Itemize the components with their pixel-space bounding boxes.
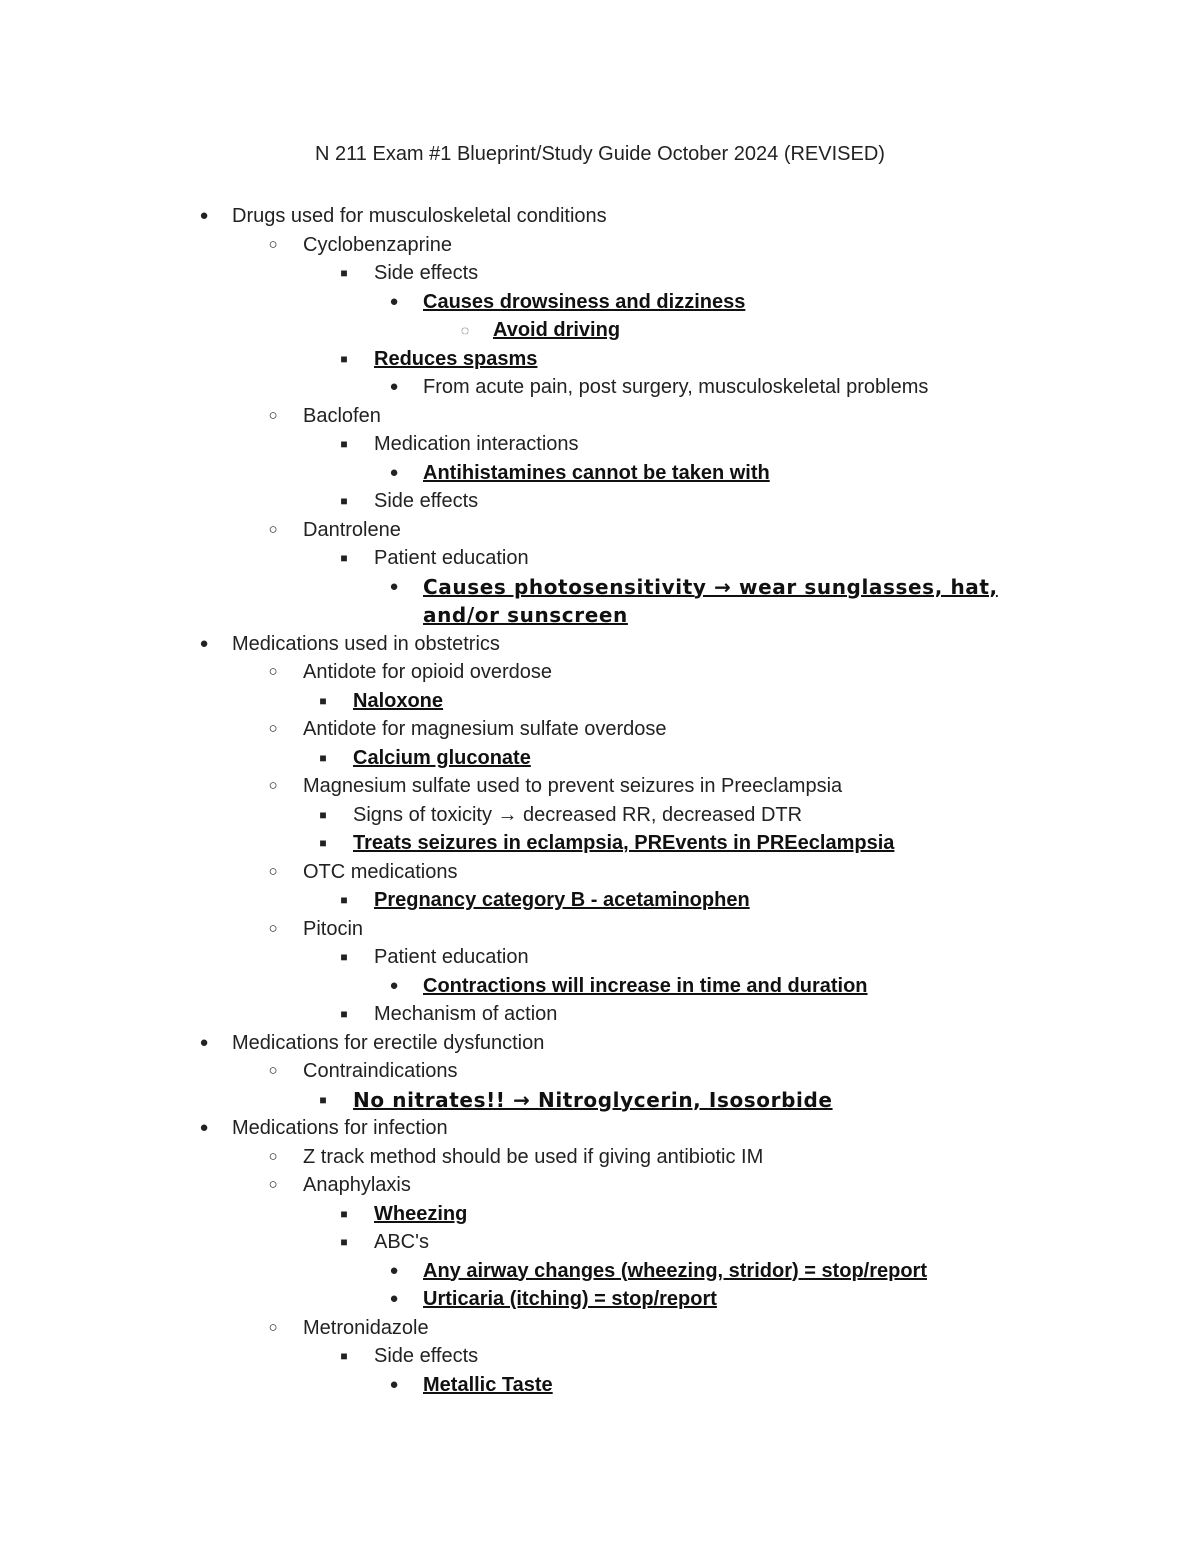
list-item-text: Signs of toxicity → decreased RR, decreased DTR [353,803,803,826]
list-item-text: Dantrolene [303,518,401,541]
list-item [0,516,1200,545]
bullet-circle-icon: ○ [268,1147,278,1165]
list-item-text: Cyclobenzaprine [303,233,452,256]
list-item-text: Causes drowsiness and dizziness [423,290,746,313]
list-item-text: Pregnancy category B - acetaminophen [374,889,750,911]
list-item [0,943,1200,972]
list-item-text: Calcium gluconate [353,746,531,769]
list-item [0,402,1200,431]
bullet-circle-icon: ○ [268,720,278,737]
list-item [0,630,1200,659]
list-item [0,1257,1200,1286]
bullet-square-icon: ■ [319,836,327,850]
list-item-text: Pitocin [303,917,364,940]
list-item-text: Metallic Taste [423,1373,553,1396]
list-item [0,1029,1200,1058]
bullet-disc-icon: ● [389,1261,399,1279]
list-item [0,772,1200,801]
list-item-text: Antidote for opioid overdose [303,661,553,683]
bullet-circle-icon: ○ [268,406,278,424]
list-item-text: From acute pain, post surgery, musculoskeletal problems [423,376,929,398]
list-item [0,1171,1200,1200]
list-item-text: Patient education [374,946,529,968]
bullet-disc-icon: ● [389,292,399,310]
bullet-disc-icon: ● [389,463,399,481]
list-item-text: Medications for infection [232,1117,448,1139]
bullet-square-icon: ■ [340,1007,348,1021]
list-item [0,430,1200,459]
bullet-square-icon: ■ [340,893,348,907]
bullet-square-icon: ■ [319,807,327,822]
bullet-circle-icon: ○ [268,520,278,538]
bullet-disc-icon: ● [199,634,209,652]
bullet-circle-icon: ○ [268,1062,278,1079]
list-item [0,1000,1200,1029]
list-item-text: Medication interactions [374,433,579,455]
list-item [0,1285,1200,1314]
list-item [0,1314,1200,1343]
bullet-square-icon: ■ [319,693,327,708]
list-item [0,316,1200,345]
bullet-circle-icon: ○ [268,862,278,880]
list-item [0,373,1200,402]
bullet-circle-icon: ○ [268,235,278,253]
bullet-circle-icon: ○ [268,1318,278,1336]
list-item-text: Causes photosensitivity → wear sunglasses, hat, and/or sunscreen [423,574,998,627]
document-title: N 211 Exam #1 Blueprint/Study Guide October 2024 (REVISED) [315,143,885,165]
bullet-disc-icon: ● [199,1033,209,1051]
bullet-square-icon: ■ [319,750,327,765]
list-item [0,1057,1200,1086]
list-item-text: Reduces spasms [374,347,538,370]
list-item [0,1143,1200,1172]
bullet-circle-icon: ○ [268,663,278,680]
bullet-square-icon: ■ [340,494,348,508]
bullet-square-icon: ■ [340,351,348,366]
list-item [0,487,1200,516]
bullet-disc-icon: ● [389,577,399,595]
list-item-text: Contractions will increase in time and duration [423,974,868,997]
list-item-text: Medications used in obstetrics [232,632,500,655]
list-item-text: Antidote for magnesium sulfate overdose [303,718,667,740]
list-item [0,202,1200,231]
list-item [0,658,1200,687]
list-item [0,858,1200,887]
list-item-text: Magnesium sulfate used to prevent seizures in Preeclampsia [303,775,843,797]
list-item-text: Avoid driving [493,319,621,341]
bullet-disc-icon: ● [389,976,399,994]
bullet-square-icon: ■ [340,950,348,964]
list-item-text: Patient education [374,547,529,569]
list-item [0,715,1200,744]
bullet-square-icon: ■ [340,1206,348,1221]
bullet-disc-icon: ● [389,1375,399,1393]
list-item [0,1342,1200,1371]
list-item-text: Drugs used for musculoskeletal conditions [232,205,607,227]
list-item [0,459,1200,488]
bullet-square-icon: ■ [340,551,348,565]
bullet-circle-icon: ○ [268,1176,278,1193]
list-item-text: Side effects [374,490,479,512]
list-item [0,1114,1200,1143]
list-item [0,687,1200,716]
bullet-square-icon: ■ [319,1092,327,1107]
list-item-text: Naloxone [353,689,444,712]
bullet-disc-icon: ● [199,1119,209,1136]
list-item-text: OTC medications [303,860,458,883]
list-item [0,231,1200,260]
list-item [0,886,1200,915]
list-item-text: Baclofen [303,404,381,427]
list-item [0,288,1200,317]
list-item [0,829,1200,858]
list-item-text: Side effects [374,262,479,284]
list-item-text: ABC's [374,1231,429,1253]
list-item-text: Antihistamines cannot be taken with [423,461,770,484]
list-item-text: Z track method should be used if giving antibiotic IM [303,1145,764,1168]
bullet-disc-icon: ● [389,1290,399,1307]
list-item-text: Medications for erectile dysfunction [232,1031,545,1054]
list-item [0,972,1200,1001]
list-item [0,1200,1200,1229]
bullet-square-icon: ■ [340,437,348,451]
bullet-square-icon: ■ [340,1235,348,1249]
list-item-text: Urticaria (itching) = stop/report [423,1288,717,1310]
list-item [0,801,1200,830]
bullet-circle-icon: ○ [268,919,278,937]
list-item-text: Side effects [374,1345,479,1367]
list-item-text: Contraindications [303,1060,458,1082]
list-item-text: Mechanism of action [374,1003,558,1025]
list-item [0,573,1200,630]
bullet-dotted-circle-icon: ◌ [460,322,470,338]
bullet-disc-icon: ● [199,207,209,224]
bullet-square-icon: ■ [340,1349,348,1363]
list-item [0,744,1200,773]
bullet-circle-icon: ○ [268,777,278,794]
list-item-text: Anaphylaxis [303,1174,411,1196]
list-item [0,915,1200,944]
list-item [0,1228,1200,1257]
list-item [0,259,1200,288]
list-item-text: Metronidazole [303,1316,429,1339]
list-item-text: Any airway changes (wheezing, stridor) = stop/report [423,1259,927,1282]
list-item [0,1371,1200,1400]
list-item [0,544,1200,573]
list-item-text: No nitrates!! → Nitroglycerin, Isosorbide [353,1087,833,1112]
list-item-text: Treats seizures in eclampsia, PREvents in PREeclampsia [353,832,895,854]
bullet-square-icon: ■ [340,266,348,280]
list-item-text: Wheezing [374,1202,468,1225]
list-item [0,345,1200,374]
study-guide-outline [0,202,1200,1399]
list-item [0,1086,1200,1115]
bullet-disc-icon: ● [389,378,399,395]
